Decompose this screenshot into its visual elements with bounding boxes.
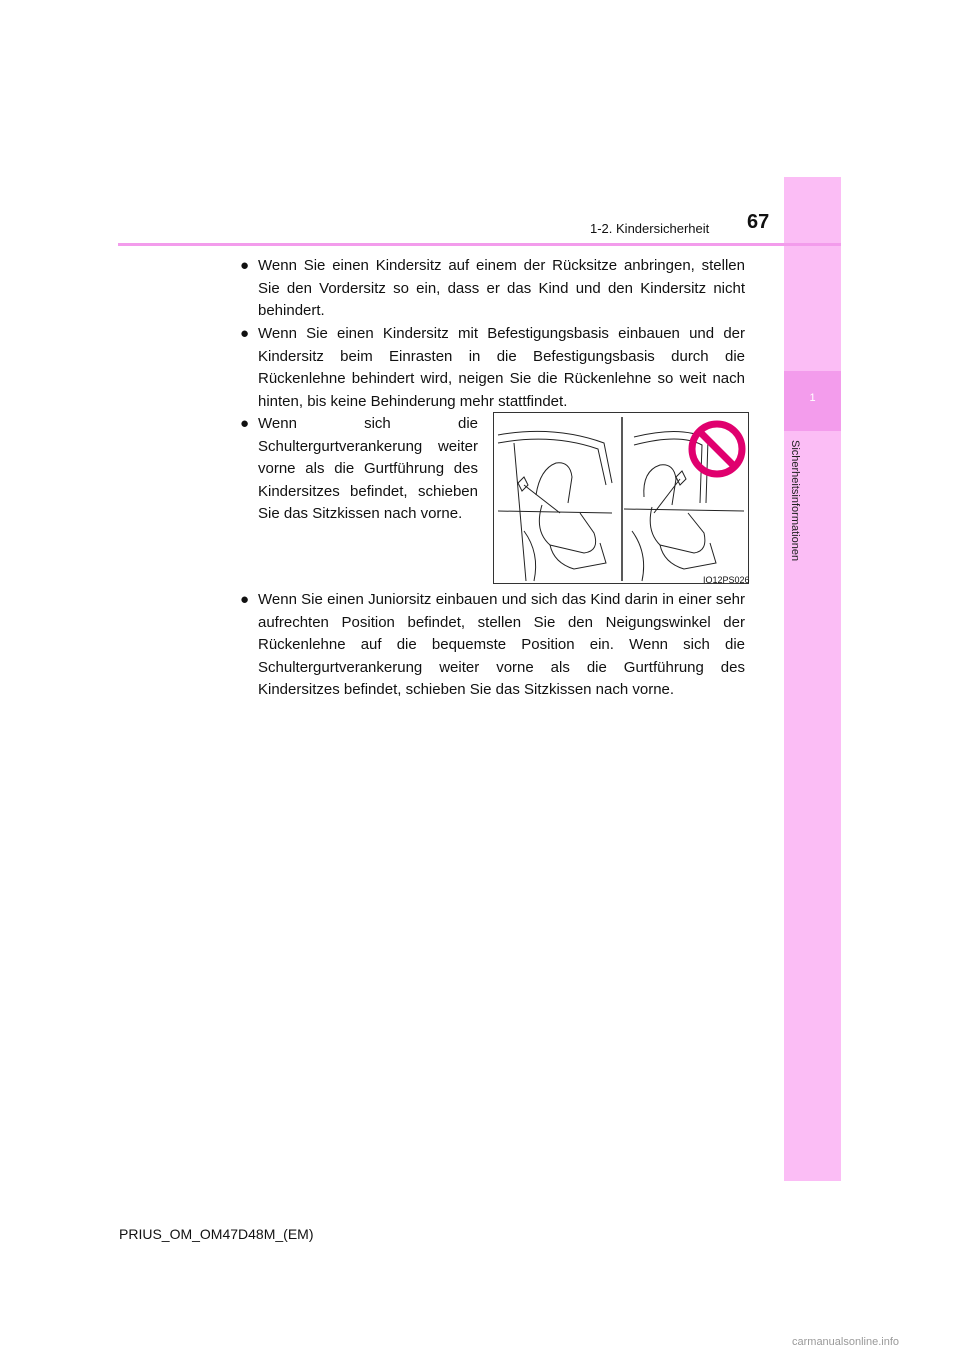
figure-code: IO12PS026 (703, 575, 750, 585)
header-rule (118, 243, 841, 246)
document-id: PRIUS_OM_OM47D48M_(EM) (119, 1226, 314, 1242)
bullet-paragraph (240, 323, 745, 413)
paragraph-text: Wenn sich die Schultergurtverankerung weiter vorne als die Gurtführung des Kindersitzes befindet, schieben Sie das Sitzkissen nach vorne. (258, 415, 478, 522)
chapter-side-tab (784, 177, 841, 1181)
bullet-paragraph (240, 413, 478, 526)
paragraph-text: Wenn Sie einen Kindersitz auf einem der Rücksitze anbringen, stellen Sie den Vordersitz so ein, dass er das Kind und den Kindersitz nicht behindert. (258, 257, 745, 319)
chapter-title: Sicherheitsinformationen (789, 440, 801, 562)
page-number: 67 (747, 211, 770, 233)
prohibition-icon (688, 420, 746, 478)
bullet-icon: ● (240, 591, 250, 608)
paragraph-text: Wenn Sie einen Kindersitz mit Befestigungsbasis einbauen und der Kindersitz beim Einrasten in die Befestigungsbasis durch die Rückenlehne behindert wird, neigen Sie die Rückenlehne so weit nach hinten, bis keine Behinderung mehr stattfindet. (258, 325, 745, 410)
bullet-icon: ● (240, 325, 250, 342)
bullet-paragraph (240, 589, 745, 702)
section-title: 1-2. Kindersicherheit (590, 221, 710, 236)
paragraph-text: Wenn Sie einen Juniorsitz einbauen und sich das Kind darin in einer sehr aufrechten Position befindet, stellen Sie den Neigungswinkel der Rückenlehne auf die bequemste Position ein. Wenn sich die Schultergurtverankerung weiter vorne als die Gurtführung des Kindersitzes befindet, schieben Sie das Sitzkissen nach vorne. (258, 591, 745, 698)
bullet-paragraph (240, 255, 745, 323)
watermark: carmanualsonline.info (792, 1336, 900, 1348)
bullet-icon: ● (240, 257, 250, 274)
chapter-number: 1 (809, 392, 816, 404)
bullet-icon: ● (240, 415, 250, 432)
